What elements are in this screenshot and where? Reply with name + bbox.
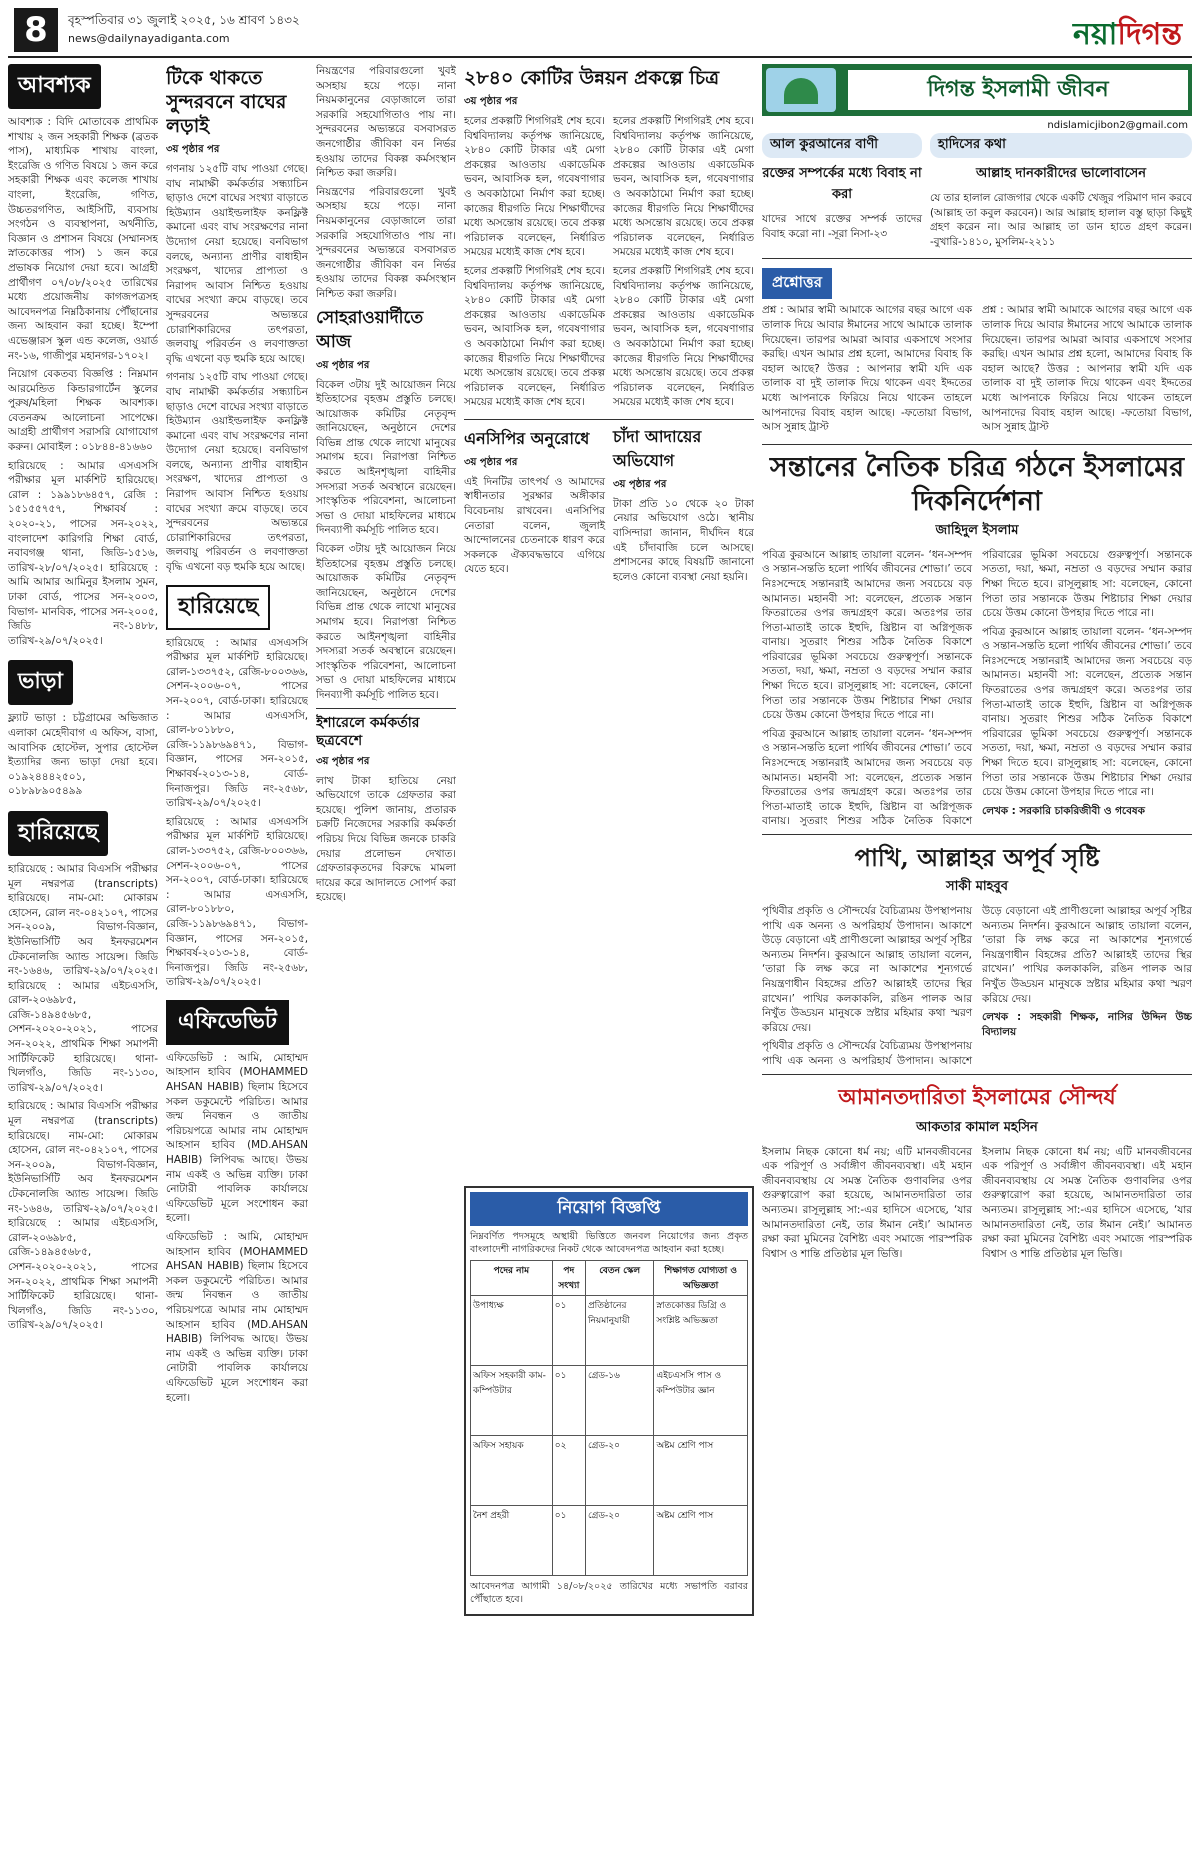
ncp-body <box>464 425 754 585</box>
ad-cell: অষ্টম শ্রেণি পাস <box>654 1436 748 1506</box>
col3-text-top: নিয়ন্ত্রণের পরিবারগুলো খুবই অসহায় হয়ে পড়ে। নানা নিয়মকানুনের বেড়াজালে তারা সরকারি সহযোগিতাও পায় না। সুন্দরবনের অভ্যন্তরে বসবাসরত জনগোষ্ঠীর জীবিকা বন নির্ভর হওয়ায় তাদের বিকল্প কর্মসংস্থান নিশ্চিত করা জরুরি। <box>316 65 456 180</box>
section-email: ndislamicjibon2@gmail.com <box>1047 120 1188 131</box>
lost2-text: হারিয়েছে : আমার বিএসসি পরীক্ষার মূল নম্বরপত্র (transcripts) হারিয়েছে। নাম-মো: মোকারম হোসেন, রোল নং-০৪২১০৭, পাসের সন-২০০৯, বিভাগ-বিজ্ঞান, ইউনিভার্সিটি অব ইনফরমেশন টেকনোলজি অ্যান্ড সায়েন্স। জিডি নং-১৬৪৬, তারিখ-২৯/০৭/২০২৫। হারিয়েছে : আমার এইচএসসি, রোল-২০৬৯৮৫, রেজি-১৪৯৪৫৬৮৫, সেশন-২০২০-২০২১, পাসের সন-২০২২, প্রাথমিক শিক্ষা সমাপনী সার্টিফিকেট হারিয়েছে। থানা-খিলগাঁও, জিডি নং-১১৩০, তারিখ-২৯/০৭/২০২৫। <box>8 862 158 1094</box>
lost2-title: হারিয়েছে <box>8 811 108 856</box>
tiger-text: গণনায় ১২৫টি বাঘ পাওয়া গেছে। বাঘ নামাক্ষী কর্মকর্তার সন্ধ্যাচিন ছাড়াও দেশে বাঘের সংখ্যা বাড়াতে হিউম্যান ওয়াইল্ডলাইফ কনফ্লিক্ট কমানো এবং বাঘ সংরক্ষণের নানা উদ্যোগ নেয়া হয়েছে। বনবিভাগ বলছে, অন্যান্য প্রাণীর বাধাহীন সংরক্ষণ, খাদ্যের প্রাপ্যতা ও নিরাপদ আবাস নিশ্চিত হওয়ায় বাঘের সংখ্যা ক্রমে বাড়ছে। তবে সুন্দরবনের অভ্যন্তরে চোরাশিকারিদের তৎপরতা, জলবায়ু পরিবর্তন ও লবণাক্ততা বৃদ্ধি এখনো বড় হুমকি হয়ে আছে। <box>166 163 308 365</box>
right-rule-2 <box>762 444 1192 445</box>
page-number: 8 <box>14 8 58 52</box>
ad-col-header: পদ সংখ্যা <box>552 1261 585 1296</box>
column-4 <box>464 64 754 1174</box>
page-header <box>8 6 1192 58</box>
section-title: দিগন্ত ইসলামী জীবন <box>848 70 1188 110</box>
trust-article-author: আকতার কামাল মহসিন <box>916 1119 1038 1135</box>
needed-text: আবশ্যক : বিদি মোতাবেক প্রাথমিক শাখায় ২ জন সহকারী শিক্ষক (ব্রতক পাস), মাধ্যমিক শাখায় বাংলা, ইংরেজি ও গণিত বিষয়ে ১ জন করে সহকারী শিক্ষক এবং কলেজ শাখায় বাংলা, ইংরেজি, গণিত, উচ্চতরগণিত, আইসিটি, ব্যবসায় সংগঠন ও ব্যবস্থাপনা, অর্থনীতি, বিজ্ঞান ও প্রশাসন বিষয়ে (সম্মানসহ স্নাতকোত্তর পাস) ১ জন করে প্রভাষক নিয়োগ দেয়া হবে। আগ্রহী প্রার্থীগণ ০৭/০৮/২০২৫ তারিখের মধ্যে প্রয়োজনীয় কাগজপত্রসহ আবেদনপত্র নিম্নঠিকানায় পৌঁছানোর জন্য আহবান করা হচ্ছে। ইম্পো এভেঞ্জারস স্কুল এন্ড কলেজ, ওয়ার্ড নং-১৬, গাজীপুর মহানগর-১৭০২। <box>8 116 158 362</box>
extortion-text: টাকা প্রতি ১০ থেকে ২০ টাকা নেয়ার অভিযোগ ওঠে। স্থানীয় বাসিন্দারা জানান, দীর্ঘদিন ধরে এই চাঁদাবাজি চলে আসছে। প্রশাসনের কাছে বিষয়টি জানানো হলেও কোনো ব্যবস্থা নেয়া হয়নি। <box>613 497 754 583</box>
project-body <box>464 114 754 414</box>
main-article-text-3: পবিত্র কুরআনে আল্লাহ তায়ালা বলেন- ‘ধন-সম্পদ ও সন্তান-সন্ততি হলো পার্থিব জীবনের শোভা।’ তবে নিঃসন্দেহে সন্তানরাই আমাদের জন্য সবচেয়ে বড় আমানত। মহানবী সা: বলেছেন, প্রত্যেক সন্তান ফিতরাতের ওপর জন্মগ্রহণ করে। অতঃপর তার পিতা-মাতাই তাকে ইহুদি, খ্রিষ্টান বা অগ্নিপূজক বানায়। সুতরাং শিশুর সঠিক নৈতিক বিকাশে পরিবারের ভূমিকা সবচেয়ে গুরুত্বপূর্ণ। সন্তানকে সততা, দয়া, ক্ষমা, নম্রতা ও বড়দের সম্মান করার শিক্ষা দিতে হবে। রাসূলুল্লাহ সা: বলেছেন, কোনো পিতা তার সন্তানকে উত্তম শিষ্টাচার শিক্ষা দেয়ার চেয়ে উত্তম কোনো উপহার দিতে পারে না। <box>982 625 1192 799</box>
ad-cell: অফিস সহকারী কাম-কম্পিউটার <box>471 1366 553 1436</box>
table-row <box>471 1366 748 1436</box>
ad-footer: আবেদনপত্র আগামী ১৪/০৮/২০২৫ তারিখের মধ্যে সভাপতি বরাবর পৌঁছাতে হবে। <box>470 1581 748 1605</box>
project-text-2: হলের প্রকল্পটি শিগগিরই শেষ হবে। বিশ্ববিদ্যালয় কর্তৃপক্ষ জানিয়েছে, ২৮৪০ কোটি টাকার এই মেগা প্রকল্পের আওতায় একাডেমিক ভবন, আবাসিক হল, গবেষণাগার ও অবকাঠামো নির্মাণ করা হচ্ছে। কাজের ধীরগতি নিয়ে শিক্ষার্থীদের মধ্যে অসন্তোষ রয়েছে। তবে প্রকল্প পরিচালক বলেছেন, নির্ধারিত সময়ের মধ্যেই কাজ শেষ হবে। <box>464 264 605 409</box>
quran-text: যাদের সাথে রক্তের সম্পর্ক তাদের বিবাহ করো না। -সূরা নিসা-২৩ <box>762 213 922 240</box>
ad-table <box>470 1260 748 1576</box>
quran-head: রক্তের সম্পর্কের মধ্যে বিবাহ না করা <box>762 166 922 202</box>
ad-cell: অষ্টম শ্রেণি পাস <box>654 1506 748 1576</box>
dateline: বৃহস্পতিবার ৩১ জুলাই ২০২৫, ১৬ শ্রাবণ ১৪৩২ <box>68 13 300 27</box>
ad-cell: এইচএসসি পাস ও কম্পিউটার জ্ঞান <box>654 1366 748 1436</box>
sohrawardy-headline: সোহরাওয়ার্দীতে আজ <box>316 307 424 352</box>
ncp-sub: ৩য় পৃষ্ঠার পর <box>464 456 518 468</box>
logo-part-2: দিগন্ত <box>1117 17 1182 52</box>
bird-article-author: সাকী মাহবুব <box>946 879 1008 894</box>
project-text-4: হলের প্রকল্পটি শিগগিরই শেষ হবে। বিশ্ববিদ্যালয় কর্তৃপক্ষ জানিয়েছে, ২৮৪০ কোটি টাকার এই মেগা প্রকল্পের আওতায় একাডেমিক ভবন, আবাসিক হল, গবেষণাগার ও অবকাঠামো নির্মাণ করা হচ্ছে। কাজের ধীরগতি নিয়ে শিক্ষার্থীদের মধ্যে অসন্তোষ রয়েছে। তবে প্রকল্প পরিচালক বলেছেন, নির্ধারিত সময়ের মধ্যেই কাজ শেষ হবে। <box>613 264 754 409</box>
bird-article-title: পাখি, আল্লাহর অপূর্ব সৃষ্টি <box>854 843 1100 872</box>
sohrawardy-text: বিকেল ৩টায় দুই আয়োজন নিয়ে ইতিহাসের বৃহত্তম প্রস্তুতি চলছে। আয়োজক কমিটির নেতৃবৃন্দ জানিয়েছেন, অনুষ্ঠানে দেশের বিভিন্ন প্রান্ত থেকে লাখো মানুষের সমাগম হবে। নিরাপত্তা নিশ্চিত করতে আইনশৃঙ্খলা বাহিনীর সদস্যরা সতর্ক অবস্থানে রয়েছেন। সাংস্কৃতিক পরিবেশনা, আলোচনা সভা ও দোয়া মাহফিলের মাধ্যমে দিনব্যাপী কর্মসূচি পালিত হবে। <box>316 378 456 537</box>
islamic-life-section <box>762 64 1192 1860</box>
main-article-text: পবিত্র কুরআনে আল্লাহ তায়ালা বলেন- ‘ধন-সম্পদ ও সন্তান-সন্ততি হলো পার্থিব জীবনের শোভা।’ তবে নিঃসন্দেহে সন্তানরাই আমাদের জন্য সবচেয়ে বড় আমানত। মহানবী সা: বলেছেন, প্রত্যেক সন্তান ফিতরাতের ওপর জন্মগ্রহণ করে। অতঃপর তার পিতা-মাতাই তাকে ইহুদি, খ্রিষ্টান বা অগ্নিপূজক বানায়। সুতরাং শিশুর সঠিক নৈতিক বিকাশে পরিবারের ভূমিকা সবচেয়ে গুরুত্বপূর্ণ। সন্তানকে সততা, দয়া, ক্ষমা, নম্রতা ও বড়দের সম্মান করার শিক্ষা দিতে হবে। রাসূলুল্লাহ সা: বলেছেন, কোনো পিতা তার সন্তানকে উত্তম শিষ্টাচার শিক্ষা দেয়ার চেয়ে উত্তম কোনো উপহার দিতে পারে না। <box>762 548 972 722</box>
tiger-sub: ৩য় পৃষ্ঠার পর <box>166 144 220 155</box>
bird-article-text: পৃথিবীর প্রকৃতি ও সৌন্দর্যের বৈচিত্র্যময় উপস্থাপনায় পাখি এক অনন্য ও অপরিহার্য উপাদান। আকাশে উড়ে বেড়ানো এই প্রাণীগুলো আল্লাহর অপূর্ব সৃষ্টির অন্যতম নিদর্শন। কুরআনে আল্লাহ তায়ালা বলেন, ‘তারা কি লক্ষ করে না আকাশের শূন্যগর্ভে নিয়ন্ত্রণাধীন বিহঙ্গের প্রতি? আল্লাহই তাদের স্থির রাখেন।’ পাখির কলকাকলি, রঙিন পালক আর নিখুঁত উড্ডয়ন মানুষকে স্রষ্টার মহিমার কথা স্মরণ করিয়ে দেয়। <box>762 905 972 1034</box>
hadith-label: হাদিসের কথা <box>930 133 1192 158</box>
recruitment-ad <box>464 1180 754 1860</box>
col2-lost-text: হারিয়েছে : আমার এসএসসি পরীক্ষার মূল মার্কশিট হারিয়েছে। রোল-১৩৩৭৫২, রেজি-৮০০৩৬৬, সেশন-২০০৬-০৭, পাসের সন-২০০৭, বোর্ড-ঢাকা। হারিয়েছে : আমার এসএসসি, রোল-৮০১৮৮০, রেজি-১১৯৮৬৯৪৭১, বিভাগ-বিজ্ঞান, পাসের সন-২০১৫, শিক্ষাবর্ষ-২০১৩-১৪, বোর্ড-দিনাজপুর। জিডি নং-২৫৬৮, তারিখ-২৯/০৭/২০২৫। <box>166 636 308 810</box>
column-2 <box>166 64 308 1860</box>
affidavit-title: এফিডেভিট <box>166 1000 289 1045</box>
trust-article-text: ইসলাম নিছক কোনো ধর্ম নয়; এটি মানবজীবনের এক পরিপূর্ণ ও সর্বাঙ্গীণ জীবনব্যবস্থা। এই মহান জীবনব্যবস্থায় যে সমস্ত নৈতিক গুণাবলির ওপর গুরুত্বারোপ করা হয়েছে, আমানতদারিতা তার অন্যতম। রাসূলুল্লাহ সা:-এর হাদিসে এসেছে, ‘যার আমানতদারিতা নেই, তার ঈমান নেই।’ আমানত রক্ষা করা মুমিনের বৈশিষ্ট্য এবং সমাজে পারস্পরিক বিশ্বাস ও শান্তি প্রতিষ্ঠার মূল ভিত্তি। <box>762 1145 972 1260</box>
ad-cell: গ্রেড-১৬ <box>585 1366 653 1436</box>
qa-text: প্রশ্ন : আমার স্বামী আমাকে আগের বছর আগে এক তালাক দিয়ে আবার ঈমানের সাথে আমাকে তালাক দিয়েছেন। তারপর আমরা আবার একসাথে সংসার করছি। এখন আমার প্রশ্ন হলো, আমাদের বিবাহ কি বহাল আছে? উত্তর : আপনার স্বামী যদি এক তালাক বা দুই তালাক দিয়ে থাকেন এবং ইদ্দতের মধ্যে আপনাকে ফিরিয়ে নিয়ে থাকেন তাহলে আপনাদের বিবাহ বহাল আছে। -ফতোয়া বিভাগ, আস সুন্নাহ ট্রাস্ট <box>762 304 972 434</box>
col2-lost-title: হারিয়েছে <box>166 585 270 630</box>
bird-article-credit: লেখক : সহকারী শিক্ষক, নাসির উদ্দিন উচ্চ বিদ্যালয় <box>982 1011 1192 1038</box>
fraud-sub: ৩য় পৃষ্ঠার পর <box>316 755 370 767</box>
ad-cell: ০১ <box>552 1366 585 1436</box>
newspaper-logo <box>1073 10 1182 61</box>
lost2-text-repeat: হারিয়েছে : আমার বিএসসি পরীক্ষার মূল নম্বরপত্র (transcripts) হারিয়েছে। নাম-মো: মোকারম হোসেন, রোল নং-০৪২১০৭, পাসের সন-২০০৯, বিভাগ-বিজ্ঞান, ইউনিভার্সিটি অব ইনফরমেশন টেকনোলজি অ্যান্ড সায়েন্স। জিডি নং-১৬৪৬, তারিখ-২৯/০৭/২০২৫। হারিয়েছে : আমার এইচএসসি, রোল-২০৬৯৮৫, রেজি-১৪৯৪৫৬৮৫, সেশন-২০২০-২০২১, পাসের সন-২০২২, প্রাথমিক শিক্ষা সমাপনী সার্টিফিকেট হারিয়েছে। থানা-খিলগাঁও, জিডি নং-১১৩০, তারিখ-২৯/০৭/২০২৫। <box>8 1100 158 1332</box>
right-rule-4 <box>762 1074 1192 1075</box>
main-article-credit: লেখক : সরকারি চাকরিজীবী ও গবেষক <box>982 804 1145 817</box>
tiger-text-cont: গণনায় ১২৫টি বাঘ পাওয়া গেছে। বাঘ নামাক্ষী কর্মকর্তার সন্ধ্যাচিন ছাড়াও দেশে বাঘের সংখ্যা বাড়াতে হিউম্যান ওয়াইল্ডলাইফ কনফ্লিক্ট কমানো এবং বাঘ সংরক্ষণের নানা উদ্যোগ নেয়া হয়েছে। বনবিভাগ বলছে, অন্যান্য প্রাণীর বাধাহীন সংরক্ষণ, খাদ্যের প্রাপ্যতা ও নিরাপদ আবাস নিশ্চিত হওয়ায় বাঘের সংখ্যা ক্রমে বাড়ছে। তবে সুন্দরবনের অভ্যন্তরে চোরাশিকারিদের তৎপরতা, জলবায়ু পরিবর্তন ও লবণাক্ততা বৃদ্ধি এখনো বড় হুমকি হয়ে আছে। <box>166 371 308 574</box>
ncp-headline: এনসিপির অনুরোধে <box>464 428 590 448</box>
ad-intro: নিম্নবর্ণিত পদসমূহে অস্থায়ী ভিত্তিতে জনবল নিয়োগের জন্য প্রকৃত বাংলাদেশী নাগরিকদের নিকট থেকে আবেদনপত্র আহবান করা হচ্ছে। <box>470 1231 748 1255</box>
ad-cell: গ্রেড-২০ <box>585 1436 653 1506</box>
ad-cell: প্রতিষ্ঠানের নিয়মানুযায়ী <box>585 1296 653 1366</box>
qa-title: প্রশ্নোত্তর <box>762 268 832 299</box>
project-text-3: হলের প্রকল্পটি শিগগিরই শেষ হবে। বিশ্ববিদ্যালয় কর্তৃপক্ষ জানিয়েছে, ২৮৪০ কোটি টাকার এই মেগা প্রকল্পের আওতায় একাডেমিক ভবন, আবাসিক হল, গবেষণাগার ও অবকাঠামো নির্মাণ করা হচ্ছে। কাজের ধীরগতি নিয়ে শিক্ষার্থীদের মধ্যে অসন্তোষ রয়েছে। তবে প্রকল্প পরিচালক বলেছেন, নির্ধারিত সময়ের মধ্যেই কাজ শেষ হবে। <box>613 115 754 259</box>
ad-cell: অফিস সহায়ক <box>471 1436 553 1506</box>
project-headline: ২৮৪০ কোটির উন্নয়ন প্রকল্পে চিত্র <box>464 67 720 89</box>
project-sub: ৩য় পৃষ্ঠার পর <box>464 96 518 107</box>
ad-box <box>464 1186 754 1616</box>
extortion-sub: ৩য় পৃষ্ঠার পর <box>613 478 667 490</box>
main-article-text-2: পবিত্র কুরআনে আল্লাহ তায়ালা বলেন- ‘ধন-সম্পদ ও সন্তান-সন্ততি হলো পার্থিব জীবনের শোভা।’ তবে নিঃসন্দেহে সন্তানরাই আমাদের জন্য সবচেয়ে বড় আমানত। মহানবী সা: বলেছেন, প্রত্যেক সন্তান ফিতরাতের ওপর জন্মগ্রহণ করে। অতঃপর তার পিতা-মাতাই তাকে ইহুদি, খ্রিষ্টান বা অগ্নিপূজক বানায়। সুতরাং শিশুর সঠিক নৈতিক বিকাশে পরিবারের ভূমিকা সবচেয়ে গুরুত্বপূর্ণ। সন্তানকে সততা, দয়া, ক্ষমা, নম্রতা ও বড়দের সম্মান করার শিক্ষা দিতে হবে। রাসূলুল্লাহ সা: বলেছেন, কোনো পিতা তার সন্তানকে উত্তম শিষ্টাচার শিক্ষা দেয়ার চেয়ে উত্তম কোনো উপহার দিতে পারে না। <box>762 548 1192 828</box>
qa-body <box>762 303 1192 438</box>
right-rule-3 <box>762 834 1192 835</box>
section-banner <box>762 64 1192 116</box>
bird-article-body <box>762 904 1192 1069</box>
rent-text: ফ্ল্যাট ভাড়া : চট্টগ্রামের অভিজাত এলাকা মেহেদীবাগ এ অফিস, বাসা, আবাসিক হোস্টেল, সুপার হোস্টেল ইত্যাদির জন্য ভাড়া দেয়া হবে। ০১৯২৪৪৪২৫০১, ০১৮৯৮৯০৫৪৯৯ <box>8 712 158 798</box>
sohrawardy-text-cont: বিকেল ৩টায় দুই আয়োজন নিয়ে ইতিহাসের বৃহত্তম প্রস্তুতি চলছে। আয়োজক কমিটির নেতৃবৃন্দ জানিয়েছেন, অনুষ্ঠানে দেশের বিভিন্ন প্রান্ত থেকে লাখো মানুষের সমাগম হবে। নিরাপত্তা নিশ্চিত করতে আইনশৃঙ্খলা বাহিনীর সদস্যরা সতর্ক অবস্থানে রয়েছেন। সাংস্কৃতিক পরিবেশনা, আলোচনা সভা ও দোয়া মাহফিলের মাধ্যমে দিনব্যাপী কর্মসূচি পালিত হবে। <box>316 543 456 701</box>
tiger-headline: টিকে থাকতে সুন্দরবনে বাঘের লড়াই <box>166 67 287 137</box>
rent-title: ভাড়া <box>8 660 73 705</box>
ad-cell: গ্রেড-২০ <box>585 1506 653 1576</box>
col3-rule <box>316 708 456 709</box>
needed-title: আবশ্যক <box>8 64 101 109</box>
col4-rule <box>464 419 754 420</box>
fraud-headline: ইশারেলে কর্মকর্তার ছত্রবেশে <box>316 714 420 749</box>
qa-text-2: প্রশ্ন : আমার স্বামী আমাকে আগের বছর আগে এক তালাক দিয়ে আবার ঈমানের সাথে আমাকে তালাক দিয়েছেন। তারপর আমরা আবার একসাথে সংসার করছি। এখন আমার প্রশ্ন হলো, আমাদের বিবাহ কি বহাল আছে? উত্তর : আপনার স্বামী যদি এক তালাক বা দুই তালাক দিয়ে থাকেন এবং ইদ্দতের মধ্যে আপনাকে ফিরিয়ে নিয়ে থাকেন তাহলে আপনাদের বিবাহ বহাল আছে। -ফতোয়া বিভাগ, আস সুন্নাহ ট্রাস্ট <box>982 304 1192 434</box>
logo-part-1: নয়া <box>1073 17 1118 52</box>
column-3 <box>316 64 456 1860</box>
ad-col-header: শিক্ষাগত যোগ্যতা ও অভিজ্ঞতা <box>654 1261 748 1296</box>
affidavit-text: এফিডেভিট : আমি, মোহাম্মদ আহসান হাবিব (MOHAMMED AHSAN HABIB) ছিলাম হিসেবে সকল ডকুমেন্টে পরিচিত। আমার জন্ম নিবন্ধন ও জাতীয় পরিচয়পত্রে আমার নাম মোহাম্মদ আহসান হাবিব (MD.AHSAN HABIB) লিপিবদ্ধ আছে। উভয় নাম একই ও অভিন্ন ব্যক্তি। ঢাকা নোটারী পাবলিক কার্যালয়ে এফিডেভিট মূলে সংশোধন করা হলো। <box>166 1051 308 1225</box>
ad-cell: নৈশ প্রহরী <box>471 1506 553 1576</box>
ad-cell: ০১ <box>552 1506 585 1576</box>
hadith-text: যে তার হালাল রোজগার থেকে একটি খেজুর পরিমাণ দান করবে (আল্লাহ তা কবুল করবেন)। আর আল্লাহ হালাল বস্তু ছাড়া কিছুই গ্রহণ করেন না। আর আল্লাহ তা ডান হাতে গ্রহণ করেন। -বুখারি-১৪১০, মুসলিম-২২১১ <box>930 192 1192 248</box>
affidavit-text-cont: এফিডেভিট : আমি, মোহাম্মদ আহসান হাবিব (MOHAMMED AHSAN HABIB) ছিলাম হিসেবে সকল ডকুমেন্টে পরিচিত। আমার জন্ম নিবন্ধন ও জাতীয় পরিচয়পত্রে আমার নাম মোহাম্মদ আহসান হাবিব (MD.AHSAN HABIB) লিপিবদ্ধ আছে। উভয় নাম একই ও অভিন্ন ব্যক্তি। ঢাকা নোটারী পাবলিক কার্যালয়ে এফিডেভিট মূলে সংশোধন করা হলো। <box>166 1231 308 1404</box>
fraud-text: লাখ টাকা হাতিয়ে নেয়া অভিযোগে তাকে গ্রেফতার করা হয়েছে। পুলিশ জানায়, প্রতারক চক্রটি নিজেদের সরকারি কর্মকর্তা পরিচয় দিয়ে বিভিন্ন জনকে চাকরি দেয়ার প্রলোভন দেখাত। গ্রেফতারকৃতদের বিরুদ্ধে মামলা দায়ের করে আদালতে সোপর্দ করা হয়েছে। <box>316 774 456 904</box>
table-row <box>471 1296 748 1366</box>
header-email: news@dailynayadiganta.com <box>68 32 230 45</box>
bird-article-text-2: পৃথিবীর প্রকৃতি ও সৌন্দর্যের বৈচিত্র্যময় উপস্থাপনায় পাখি এক অনন্য ও অপরিহার্য উপাদান। আকাশে উড়ে বেড়ানো এই প্রাণীগুলো আল্লাহর অপূর্ব সৃষ্টির অন্যতম নিদর্শন। কুরআনে আল্লাহ তায়ালা বলেন, ‘তারা কি লক্ষ করে না আকাশের শূন্যগর্ভে নিয়ন্ত্রণাধীন বিহঙ্গের প্রতি? আল্লাহই তাদের স্থির রাখেন।’ পাখির কলকাকলি, রঙিন পালক আর নিখুঁত উড্ডয়ন মানুষকে স্রষ্টার মহিমার কথা স্মরণ করিয়ে দেয়। <box>762 905 1192 1067</box>
ad-cell: স্নাতকোত্তর ডিগ্রি ও সংশ্লিষ্ট অভিজ্ঞতা <box>654 1296 748 1366</box>
ad-cell: উপাধ্যক্ষ <box>471 1296 553 1366</box>
lost-text-a: হারিয়েছে : আমার এসএসসি পরীক্ষার মূল মার্কশিট হারিয়েছে। রোল : ১৯৯১৮৬৪৫৭, রেজি : ১৫১৫৫৭৫৭, শিক্ষাবর্ষ : ২০২০-২১, পাসের সন-২০২২, বাংলাদেশ কারিগরি শিক্ষা বোর্ড, নবাবগঞ্জ থানা, জিডি-১৫১৬, তারিখ-২৮/০৭/২০২৫। হারিয়েছে : আমি আমার আমিনুর ইসলাম সুমন, ঢাকা বোর্ড, পাসের সন-২০০৩, বিভাগ- মানবিক, পাসের সন-২০০৫, জিডি নং-১৪৮৮, তারিখ-২৯/০৭/২০২৫। <box>8 459 158 647</box>
hadith-box <box>930 133 1192 253</box>
mosque-icon <box>766 68 836 112</box>
ad-cell: ০১ <box>552 1296 585 1366</box>
ad-table-header <box>471 1261 748 1296</box>
ad-cell: ০২ <box>552 1436 585 1506</box>
col3-text-top-2: নিয়ন্ত্রণের পরিবারগুলো খুবই অসহায় হয়ে পড়ে। নানা নিয়মকানুনের বেড়াজালে তারা সরকারি সহযোগিতাও পায় না। সুন্দরবনের অভ্যন্তরে বসবাসরত জনগোষ্ঠীর জীবিকা বন নির্ভর হওয়ায় তাদের বিকল্প কর্মসংস্থান নিশ্চিত করা জরুরি। <box>316 185 456 300</box>
trust-article-body <box>762 1145 1192 1266</box>
table-row <box>471 1436 748 1506</box>
col2-lost-text-cont: হারিয়েছে : আমার এসএসসি পরীক্ষার মূল মার্কশিট হারিয়েছে। রোল-১৩৩৭৫২, রেজি-৮০০৩৬৬, সেশন-২০০৬-০৭, পাসের সন-২০০৭, বোর্ড-ঢাকা। হারিয়েছে : আমার এসএসসি, রোল-৮০১৮৮০, রেজি-১১৯৮৬৯৪৭১, বিভাগ-বিজ্ঞান, পাসের সন-২০১৫, শিক্ষাবর্ষ-২০১৩-১৪, বোর্ড-দিনাজপুর। জিডি নং-২৫৬৮, তারিখ-২৯/০৭/২০২৫। <box>166 815 308 989</box>
trust-article-title: আমানতদারিতা ইসলামের সৌন্দর্য <box>838 1083 1116 1109</box>
trust-article-text-2: ইসলাম নিছক কোনো ধর্ম নয়; এটি মানবজীবনের এক পরিপূর্ণ ও সর্বাঙ্গীণ জীবনব্যবস্থা। এই মহান জীবনব্যবস্থায় যে সমস্ত নৈতিক গুণাবলির ওপর গুরুত্বারোপ করা হয়েছে, আমানতদারিতা তার অন্যতম। রাসূলুল্লাহ সা:-এর হাদিসে এসেছে, ‘যার আমানতদারিতা নেই, তার ঈমান নেই।’ আমানত রক্ষা করা মুমিনের বৈশিষ্ট্য এবং সমাজে পারস্পরিক বিশ্বাস ও শান্তি প্রতিষ্ঠার মূল ভিত্তি। <box>982 1145 1192 1260</box>
main-article-author: জাহিদুল ইসলাম <box>935 522 1019 538</box>
quran-hadith-row <box>762 133 1192 253</box>
table-row <box>471 1506 748 1576</box>
quran-box <box>762 133 922 253</box>
project-text: হলের প্রকল্পটি শিগগিরই শেষ হবে। বিশ্ববিদ্যালয় কর্তৃপক্ষ জানিয়েছে, ২৮৪০ কোটি টাকার এই মেগা প্রকল্পের আওতায় একাডেমিক ভবন, আবাসিক হল, গবেষণাগার ও অবকাঠামো নির্মাণ করা হচ্ছে। কাজের ধীরগতি নিয়ে শিক্ষার্থীদের মধ্যে অসন্তোষ রয়েছে। তবে প্রকল্প পরিচালক বলেছেন, নির্ধারিত সময়ের মধ্যেই কাজ শেষ হবে। <box>464 115 605 259</box>
ad-title: নিয়োগ বিজ্ঞপ্তি <box>470 1192 748 1226</box>
hadith-head: আল্লাহ দানকারীদের ভালোবাসেন <box>975 166 1147 181</box>
quran-label: আল কুরআনের বাণী <box>762 133 922 158</box>
right-rule <box>762 258 1192 259</box>
main-article-body <box>762 548 1192 829</box>
ad-col-header: বেতন স্কেল <box>585 1261 653 1296</box>
sohrawardy-sub: ৩য় পৃষ্ঠার পর <box>316 359 370 371</box>
extortion-headline: চাঁদা আদায়ের অভিযোগ <box>613 426 702 470</box>
classifieds-column <box>8 64 158 1860</box>
needed-text-2: নিয়োগ বেকতব্য বিজ্ঞপ্তি : নিম্নমান আরমেন্ডিত কিন্ডারগার্টেন স্কুলের পুরুষ/মহিলা শিক্ষক আবশ্যক। বেতনক্রম আলোচনা সাপেক্ষে। আগ্রহী প্রার্থীগণ সরাসরি যোগাযোগ করুন। মোবাইল : ০১৮৪৪-৪১৬৬০ <box>8 368 158 454</box>
main-article-title: সন্তানের নৈতিক চরিত্র গঠনে ইসলামের দিকনির্দেশনা <box>769 451 1185 517</box>
ncp-text: এই দিনটির তাৎপর্য ও আমাদের স্বাধীনতার সুরক্ষার অঙ্গীকার বিবেচনায় রাখবেন। এনসিপির নেতারা বলেন, জুলাই আন্দোলনের চেতনাকে ধারণ করে সকলকে ঐক্যবদ্ধভাবে এগিয়ে যেতে হবে। <box>464 475 605 576</box>
ad-col-header: পদের নাম <box>471 1261 553 1296</box>
